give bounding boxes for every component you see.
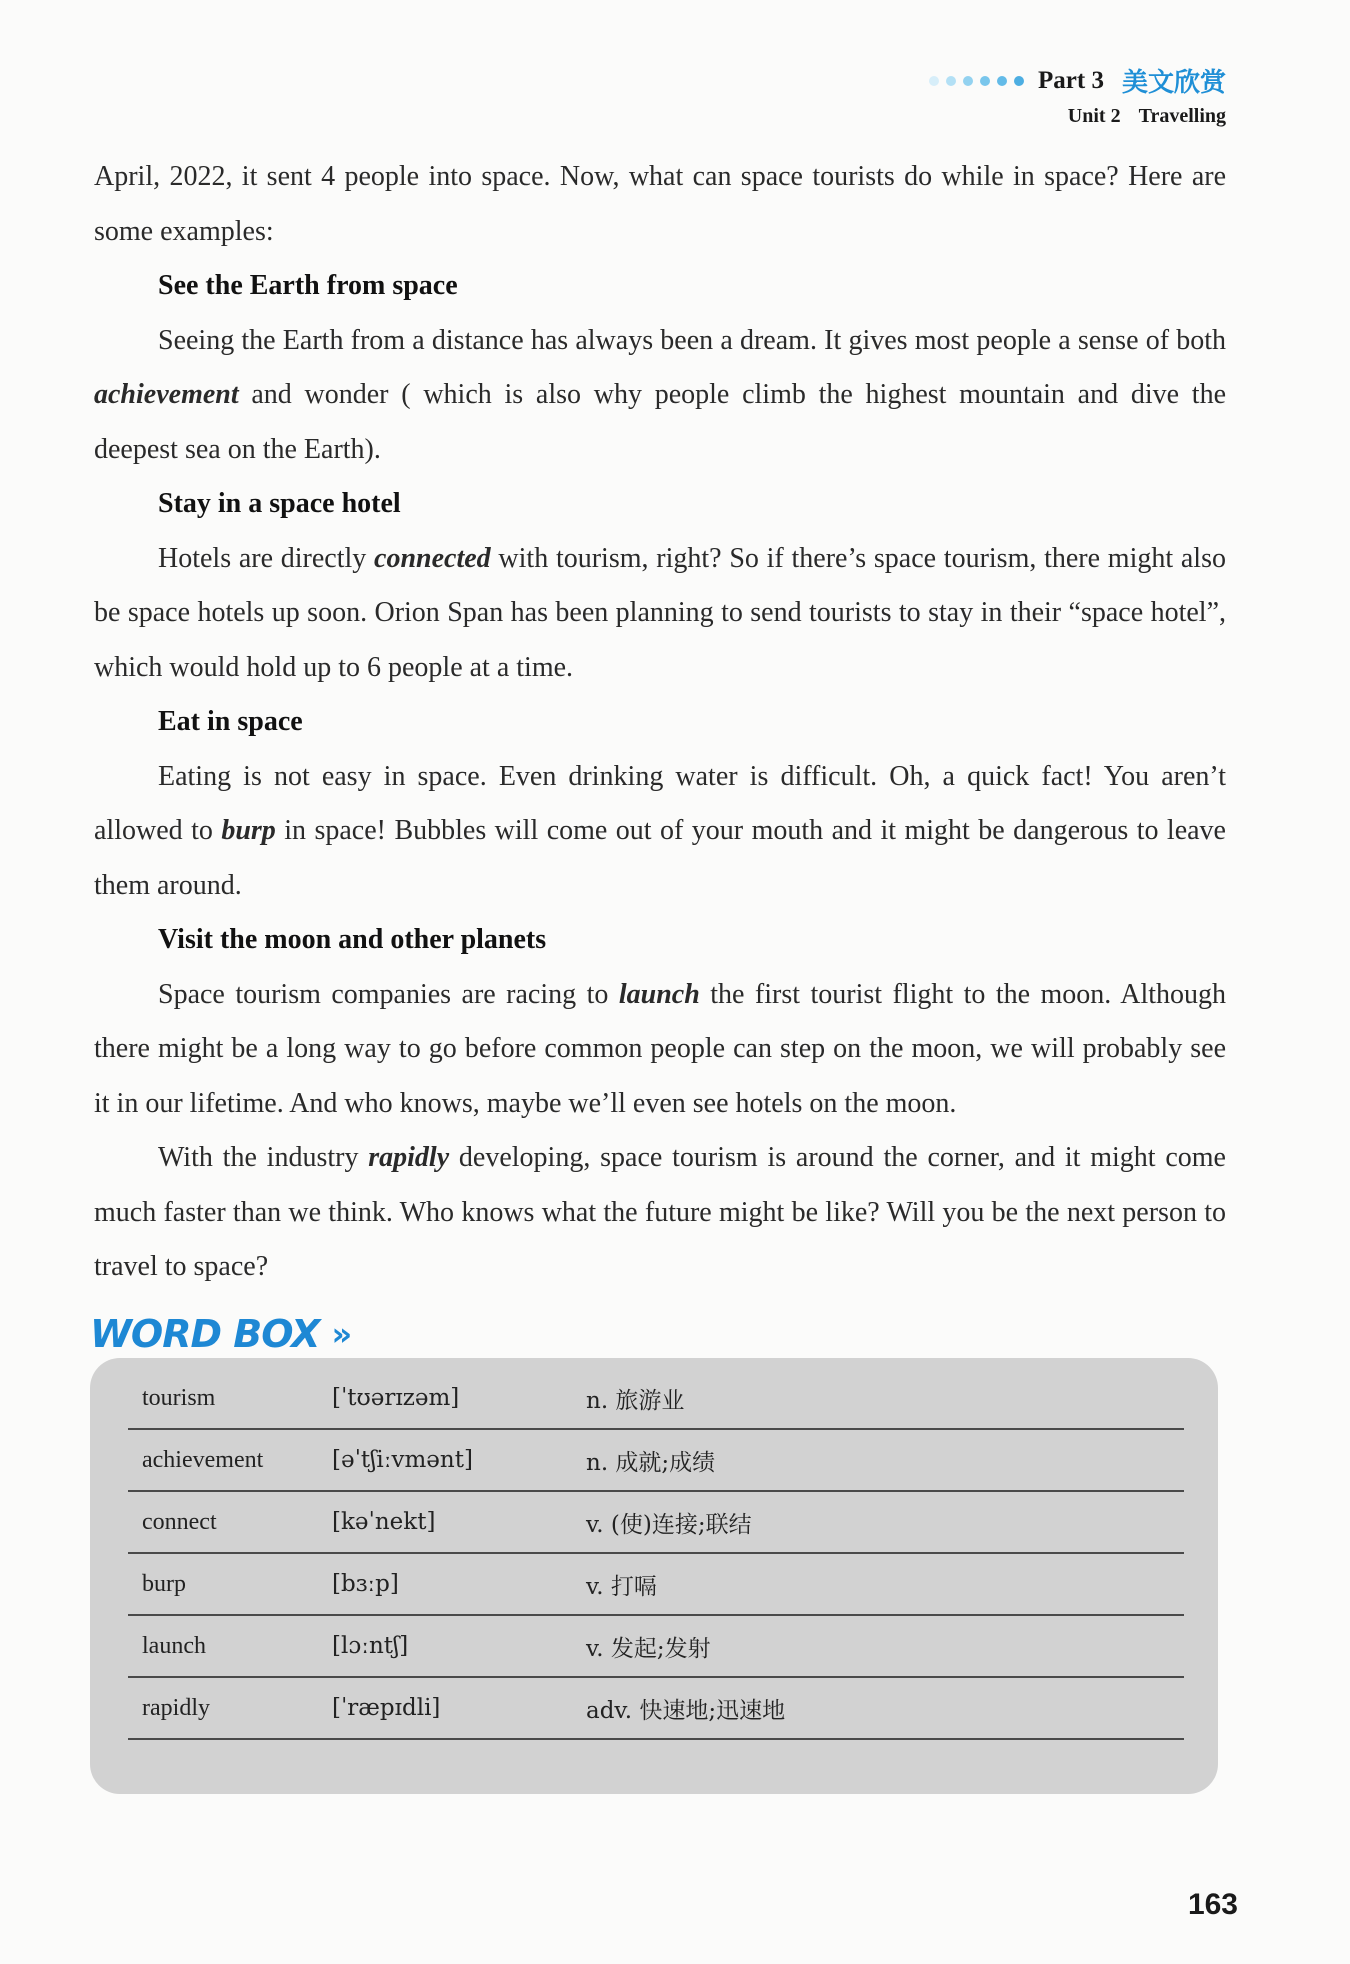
section-heading-hotel: Stay in a space hotel bbox=[158, 488, 401, 519]
vocab-phonetic: [ˈtʊərɪzəm] bbox=[332, 1385, 460, 1411]
unit-title: Travelling bbox=[1138, 105, 1226, 127]
header-part-line bbox=[929, 62, 1226, 99]
vocab-definition: v. (使)连接;联结 bbox=[586, 1511, 752, 1538]
section-paragraph-hotel: Hotels are directly connected with tourism, right? So if there’s space tourism, there might also be space hotels up soon. Orion Span has been planning to send tourists to stay in their “space hotel”, which would hold up to 6 people at a time. bbox=[94, 542, 1226, 683]
section-heading-eat: Eat in space bbox=[158, 706, 303, 737]
vocab-word: burp bbox=[142, 1570, 186, 1597]
vocab-row bbox=[128, 1492, 1184, 1554]
keyword-burp: burp bbox=[221, 815, 276, 846]
vocab-word: achievement bbox=[142, 1446, 264, 1473]
unit-label: Unit 2 bbox=[1067, 105, 1121, 127]
vocab-definition: v. 打嗝 bbox=[586, 1573, 657, 1600]
decorative-dots-icon bbox=[929, 76, 1024, 86]
vocab-definition: n. 成就;成绩 bbox=[586, 1449, 716, 1476]
word-box-title bbox=[90, 1312, 352, 1356]
word-box-label: WORD BOX bbox=[90, 1312, 320, 1356]
vocab-phonetic: [əˈtʃiːvmənt] bbox=[332, 1447, 473, 1473]
vocab-definition: adv. 快速地;迅速地 bbox=[586, 1697, 786, 1724]
part-label: Part 3 bbox=[1038, 66, 1104, 94]
vocab-definition: n. 旅游业 bbox=[586, 1387, 685, 1414]
section-paragraph-earth: Seeing the Earth from a distance has always been a dream. It gives most people a sense of both achievement and wonder ( which is also why people climb the highest mountain and dive the deepest sea on the Earth). bbox=[94, 324, 1226, 465]
vocab-word: launch bbox=[142, 1632, 206, 1659]
vocab-phonetic: [kəˈnekt] bbox=[332, 1509, 436, 1535]
section-heading-moon: Visit the moon and other planets bbox=[158, 924, 547, 955]
page-number: 163 bbox=[1187, 1888, 1238, 1921]
section-heading-earth: See the Earth from space bbox=[158, 270, 458, 301]
keyword-achievement: achievement bbox=[94, 379, 239, 410]
vocab-row bbox=[128, 1554, 1184, 1616]
vocabulary-table bbox=[128, 1368, 1184, 1740]
vocab-row bbox=[128, 1616, 1184, 1678]
page-header bbox=[929, 62, 1226, 128]
section-paragraph-eat: Eating is not easy in space. Even drinking water is difficult. Oh, a quick fact! You aren’t allowed to burp in space! Bubbles will come out of your mouth and it might be dangerous to leave them around. bbox=[94, 760, 1226, 901]
closing-paragraph: With the industry rapidly developing, space tourism is around the corner, and it might come much faster than we think. Who knows what the future might be like? Will you be the next person to travel to space? bbox=[94, 1142, 1226, 1282]
vocab-phonetic: [lɔːntʃ] bbox=[332, 1633, 409, 1659]
vocab-word: tourism bbox=[142, 1384, 216, 1411]
vocab-row bbox=[128, 1368, 1184, 1430]
vocab-phonetic: [ˈræpɪdli] bbox=[332, 1695, 441, 1721]
vocab-row bbox=[128, 1678, 1184, 1740]
vocab-word: rapidly bbox=[142, 1694, 210, 1721]
header-unit-line bbox=[929, 105, 1226, 128]
word-box bbox=[90, 1358, 1218, 1794]
keyword-rapidly: rapidly bbox=[368, 1142, 450, 1173]
vocab-row bbox=[128, 1430, 1184, 1492]
vocab-word: connect bbox=[142, 1508, 217, 1535]
double-chevron-icon: » bbox=[331, 1315, 353, 1353]
article-body bbox=[94, 150, 1226, 1295]
part-chinese-title: 美文欣赏 bbox=[1121, 68, 1226, 98]
section-paragraph-moon: Space tourism companies are racing to launch the first tourist flight to the moon. Although there might be a long way to go before common people can step on the moon, we will probably see it in our lifetime. And who knows, maybe we’ll even see hotels on the moon. bbox=[94, 978, 1226, 1119]
vocab-phonetic: [bɜːp] bbox=[332, 1571, 399, 1597]
intro-paragraph: April, 2022, it sent 4 people into space. Now, what can space tourists do while in space? Here are some examples: bbox=[94, 161, 1226, 247]
keyword-launch: launch bbox=[618, 978, 700, 1010]
keyword-connected: connected bbox=[374, 542, 491, 574]
vocab-definition: v. 发起;发射 bbox=[586, 1635, 711, 1662]
